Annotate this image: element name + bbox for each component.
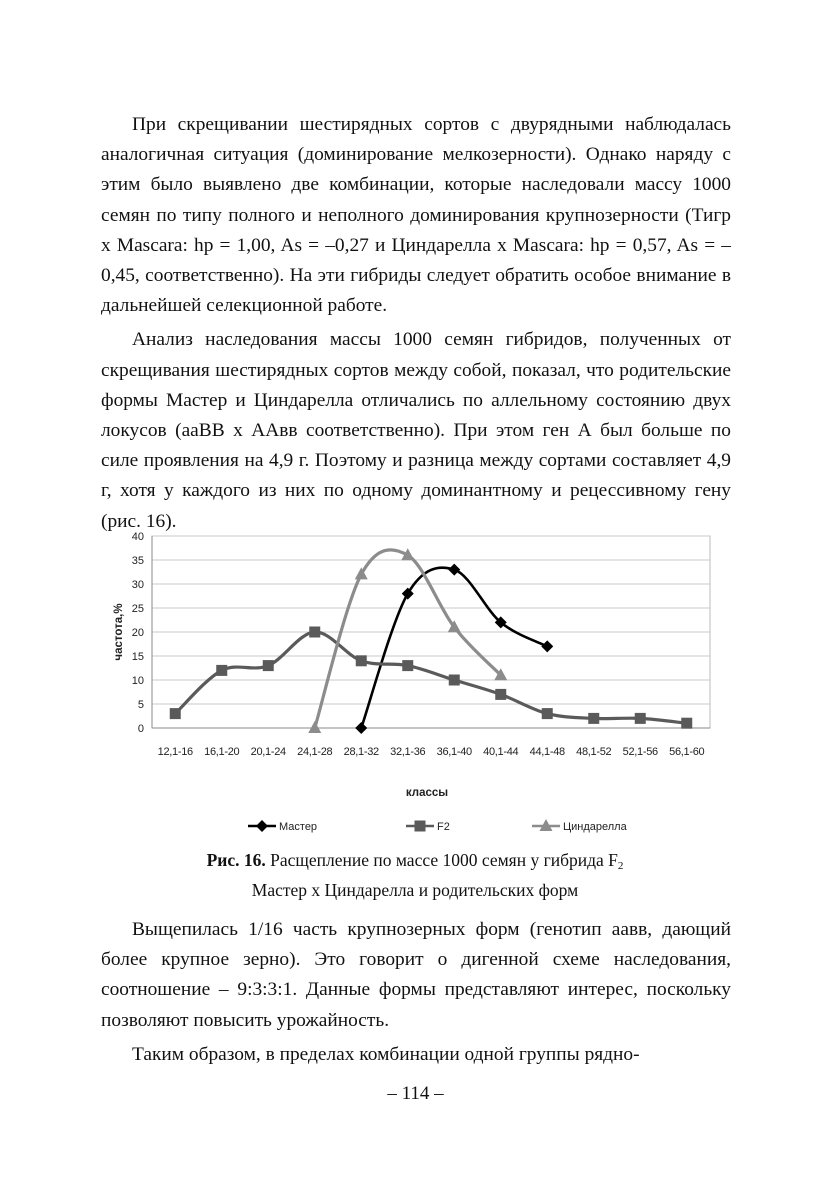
x-axis-title: классы — [405, 787, 449, 799]
data-point — [402, 660, 413, 671]
legend-marker — [256, 820, 268, 832]
data-point — [170, 708, 181, 719]
x-tick-label: 52,1-56 — [622, 746, 658, 758]
data-point — [635, 713, 646, 724]
page-number: – 114 – — [387, 1083, 444, 1104]
data-point — [449, 675, 460, 686]
y-tick-label: 40 — [131, 531, 144, 543]
x-tick-label: 32,1-36 — [390, 746, 426, 758]
figure-number: Рис. 16. — [206, 850, 266, 870]
data-point — [402, 588, 414, 600]
series-line-2 — [315, 550, 501, 728]
data-point — [355, 722, 367, 734]
x-tick-label: 24,1-28 — [297, 746, 333, 758]
paragraph: Выщепилась 1/16 часть крупнозерных форм (генотип аавв, дающий более крупное зерно). Это говорит о дигенной схеме наследования, соотношение – 9:3:3:1. Данные формы представляют интерес, поскольку позволяют повысить урожайность. — [101, 919, 731, 1031]
data-point — [263, 660, 274, 671]
legend-label: F2 — [437, 821, 450, 833]
y-tick-label: 5 — [137, 699, 144, 711]
data-point — [309, 627, 320, 638]
x-tick-label: 44,1-48 — [529, 746, 565, 758]
data-point — [216, 665, 227, 676]
y-tick-label: 20 — [131, 627, 144, 639]
x-tick-label: 56,1-60 — [669, 746, 705, 758]
data-point — [541, 640, 553, 652]
y-axis-title: частота,% — [113, 603, 125, 661]
data-point — [356, 655, 367, 666]
y-tick-label: 0 — [137, 723, 144, 735]
series-line-1 — [175, 632, 687, 723]
data-point — [448, 564, 460, 576]
x-tick-label: 40,1-44 — [483, 746, 519, 758]
legend-marker — [415, 821, 426, 832]
data-point — [681, 718, 692, 729]
legend-label: Мастер — [279, 821, 318, 833]
x-tick-label: 20,1-24 — [250, 746, 286, 758]
y-tick-label: 35 — [131, 555, 144, 567]
x-tick-label: 28,1-32 — [343, 746, 379, 758]
paragraph: Анализ наследования массы 1000 семян гибридов, полученных от скрещивания шестирядных сортов между собой, показал, что родительские формы Мастер и Циндарелла отличались по аллельному состоянию двух локусов (ааВВ х ААвв соответственно). При этом ген А был больше по силе проявления на 4,9 г. Поэтому и разница между сортами составляет 4,9 г, хотя у каждого из них по одному доминантному и рецессивному гену (рис. 16). — [101, 329, 731, 532]
figure-chart — [100, 520, 740, 850]
paragraph: Таким образом, в пределах комбинации одной группы рядно- — [132, 1043, 640, 1065]
body-text-bottom — [101, 915, 731, 1070]
y-tick-label: 25 — [131, 603, 144, 615]
body-text-top — [101, 110, 731, 537]
x-tick-label: 16,1-20 — [204, 746, 240, 758]
y-tick-label: 15 — [131, 651, 144, 663]
data-point — [588, 713, 599, 724]
legend-label: Циндарелла — [563, 821, 627, 833]
data-point — [542, 708, 553, 719]
paragraph: При скрещивании шестирядных сортов с двурядными наблюдалась аналогичная ситуация (доминирование мелкозерности). Однако наряду с этим было выявлено две комбинации, которые наследовали массу 1000 семян по типу полного и неполного доминирования крупнозерности (Тигр х Mascara: hp = 1,00, As = –0,27 и Циндарелла х Mascara: hp = 0,57, As = –0,45, соответственно). На эти гибриды следует обратить особое внимание в дальнейшей селекционной работе. — [101, 114, 731, 317]
caption-line1: Расщепление по массе 1000 семян у гибрида F — [270, 850, 618, 870]
line-chart — [100, 520, 740, 850]
caption-subscript: 2 — [617, 860, 624, 872]
data-point — [495, 689, 506, 700]
caption-line2: Мастер х Циндарелла и родительских форм — [251, 880, 579, 900]
x-tick-label: 48,1-52 — [576, 746, 612, 758]
y-tick-label: 30 — [131, 579, 144, 591]
y-tick-label: 10 — [131, 675, 144, 687]
figure-caption — [100, 848, 730, 902]
x-tick-label: 36,1-40 — [436, 746, 472, 758]
x-tick-label: 12,1-16 — [157, 746, 193, 758]
data-point — [308, 721, 321, 733]
